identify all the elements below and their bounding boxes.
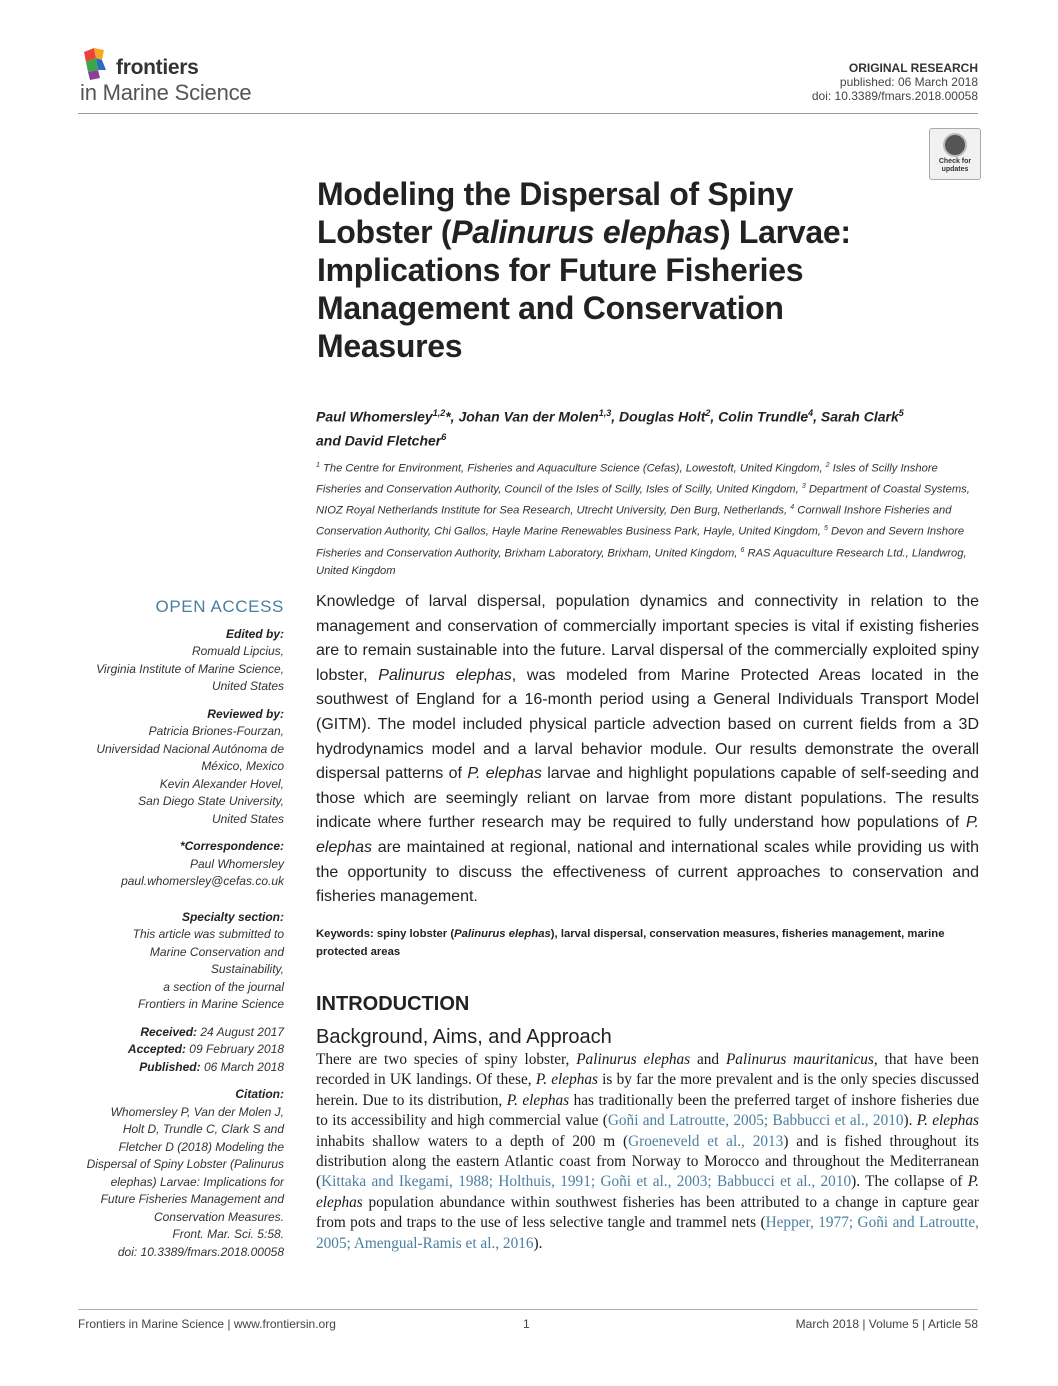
article-title: Modeling the Dispersal of Spiny Lobster (Palinurus elephas) Larvae: Implications for Future Fisheries Management and Conservation Measures <box>317 176 851 364</box>
subsection-heading: Background, Aims, and Approach <box>316 1026 612 1048</box>
body-paragraph: There are two species of spiny lobster, Palinurus elephas and Palinurus mauritanicus, that have been recorded in UK landings. Of these, P. elephas is by far the more prevalent and is the only species discussed herein. Due to its distribution, P. elephas has traditionally been the preferred target of inshore fisheries due to its accessibility and high commercial value (Goñi and Latroutte, 2005; Babbucci et al., 2010). P. elephas inhabits shallow waters to a depth of 200 m (Groeneveld et al., 2013) and is fished throughout its distribution along the eastern Atlantic coast from Norway to Morocco and throughout the Mediterranean (Kittaka and Ikegami, 1988; Holthuis, 1991; Goñi et al., 2003; Babbucci et al., 2010). The collapse of P. elephas population abundance within southwest fisheries has been attributed to a change in capture gear from pots and traps to the use of less selective tangle and trammel nets (Hepper, 1977; Goñi and Latroutte, 2005; Amengual-Ramis et al., 2016). <box>316 1051 980 1252</box>
reviewer-line: Universidad Nacional Autónoma de <box>96 741 284 756</box>
published-date: published: 06 March 2018 <box>839 75 978 89</box>
footer-issue-info: March 2018 | Volume 5 | Article 58 <box>795 1317 978 1331</box>
check-for-updates-button[interactable] <box>929 128 981 180</box>
author-name[interactable]: , Sarah Clark <box>813 408 899 425</box>
reviewer-line: México, Mexico <box>201 759 284 773</box>
edited-by: Edited by: Romuald Lipcius, Virginia Institute of Marine Science, United States <box>78 626 284 696</box>
accepted-date: Accepted: 09 February 2018 <box>127 1042 284 1056</box>
author-name[interactable]: Johan Van der Molen <box>458 408 599 425</box>
article-type: ORIGINAL RESEARCH <box>848 61 978 75</box>
citation: Citation: Whomersley P, Van der Molen J, Holt D, Trundle C, Clark S and Fletcher D (2018) Modeling the Dispersal of Spiny Lobster (Palinurus elephas) Larvae: Implications for Future Fisheries Management and Conservation Measures. Front. Mar. Sci. 5:58. doi: 10.3389/fmars.2018.00058 <box>78 1086 284 1261</box>
check-updates-icon <box>943 133 967 157</box>
author-name[interactable]: , Douglas Holt <box>611 408 706 425</box>
section-heading: INTRODUCTION <box>316 993 470 1015</box>
article-meta <box>812 61 978 103</box>
reviewer-line: San Diego State University, <box>138 794 284 808</box>
reviewed-by: Reviewed by: Patricia Briones-Fourzan, Universidad Nacional Autónoma de México, Mexico Kevin Alexander Hovel, San Diego State University, United States <box>78 706 284 829</box>
footer-divider <box>78 1309 978 1310</box>
specialty-section: Specialty section: This article was submitted to Marine Conservation and Sustainability, a section of the journal Frontiers in Marine Science <box>132 909 284 1011</box>
citation-link[interactable]: Goñi and Latroutte, 2005; Babbucci et al., 2010 <box>607 1112 904 1130</box>
frontiers-logo-icon <box>78 44 114 82</box>
check-updates-label: Check for updates <box>938 158 972 173</box>
article-doi[interactable]: doi: 10.3389/fmars.2018.00058 <box>811 89 978 103</box>
affiliations: $^1$ The Centre for Environment, Fisheries and Aquaculture Science (Cefas), Lowestoft, United Kingdom, $^2$ Isles of Scilly Inshore Fisheries and Conservation Authority, Council of the Isles of Scilly, Isles of Scilly, United Kingdom, $^3$ Department of Coastal Systems, NIOZ Royal Netherlands Institute for Sea Research, Utrecht University, Den Burg, Netherlands, $^4$ Cornwall Inshore Fisheries and Conservation Authority, Chi Gallos, Hayle Marine Renewables Business Park, Hayle, United Kingdom, $^5$ Devon and Severn Inshore Fisheries and Conservation Authority, Brixham Laboratory, Brixham, United Kingdom, $^6$ RAS Aquaculture Research Ltd., Llandwrog, United Kingdom <box>316 462 970 577</box>
author-name[interactable]: Paul Whomersley <box>316 408 433 425</box>
reviewer-line: United States <box>211 811 284 826</box>
editor-line: Romuald Lipcius, <box>191 644 284 658</box>
journal-name-primary: frontiers <box>116 56 199 79</box>
journal-name-secondary: in Marine Science <box>80 80 252 105</box>
header-divider <box>78 113 978 114</box>
received-date: Received: 24 August 2017 <box>140 1024 284 1039</box>
published-date-sidebar: Published: 06 March 2018 <box>139 1059 284 1074</box>
editor-line: Virginia Institute of Marine Science, <box>96 661 284 676</box>
editor-line: United States <box>211 679 284 693</box>
abstract: Knowledge of larval dispersal, population dynamics and connectivity in relation to the management and conservation of commercially important species is vital if existing fisheries are to remain sustainable into the future. Larval dispersal of the commercially exploited spiny lobster, Palinurus elephas, was modeled from Marine Protected Areas located in the southwest of England for a 16-month period using a General Individuals Transport Model (GITM). The model included physical particle advection based on current fields from a 3D hydrodynamics model and a larval behavior module. Our results demonstrate the overall dispersal patterns of P. elephas larvae and highlight populations capable of self-seeding and those which are seemingly reliant on larvae from more distant populations. The results indicate where further research may be required to fully understand how populations of P. elephas are maintained at regional, national and international scales while providing us with the opportunity to discuss the effectiveness of current approaches to conservation and fisheries management. <box>316 593 980 906</box>
footer-journal-link[interactable]: Frontiers in Marine Science | www.frontiersin.org <box>78 1317 336 1331</box>
citation-doi[interactable]: doi: 10.3389/fmars.2018.00058 <box>117 1244 284 1259</box>
journal-logo[interactable] <box>78 44 318 106</box>
article-dates <box>78 1024 284 1077</box>
article-sidebar <box>78 598 284 1271</box>
citation-link[interactable]: Groeneveld et al., 2013 <box>628 1132 784 1150</box>
keywords: Keywords: spiny lobster (Palinurus elephas), larval dispersal, conservation measures, fisheries management, marine protected areas <box>316 928 945 958</box>
open-access-label: OPEN ACCESS <box>155 597 284 616</box>
citation-link[interactable]: Kittaka and Ikegami, 1988; Holthuis, 1991; Goñi et al., 2003; Babbucci et al., 2010 <box>321 1173 852 1191</box>
reviewer-line: Kevin Alexander Hovel, <box>159 776 284 791</box>
correspondence: *Correspondence: Paul Whomersley paul.whomersley@cefas.co.uk <box>78 838 284 891</box>
correspondence-email[interactable]: paul.whomersley@cefas.co.uk <box>121 874 284 888</box>
author-name[interactable]: and David Fletcher <box>316 432 442 449</box>
author-name[interactable]: , Colin Trundle <box>710 408 809 425</box>
reviewer-line: Patricia Briones-Fourzan, <box>148 724 284 738</box>
citation-link[interactable]: Hepper, 1977; Goñi and Latroutte, 2005; Amengual-Ramis et al., 2016 <box>316 1214 980 1252</box>
page-number: 1 <box>523 1317 530 1331</box>
author-list: Paul Whomersley$^{1,2}$*, Johan Van der Molen$^{1,3}$, Douglas Holt$^2$, Colin Trundle$^4$, Sarah Clark$^5$ and David Fletcher$^6$ <box>316 408 904 449</box>
correspondence-name: Paul Whomersley <box>189 856 284 871</box>
